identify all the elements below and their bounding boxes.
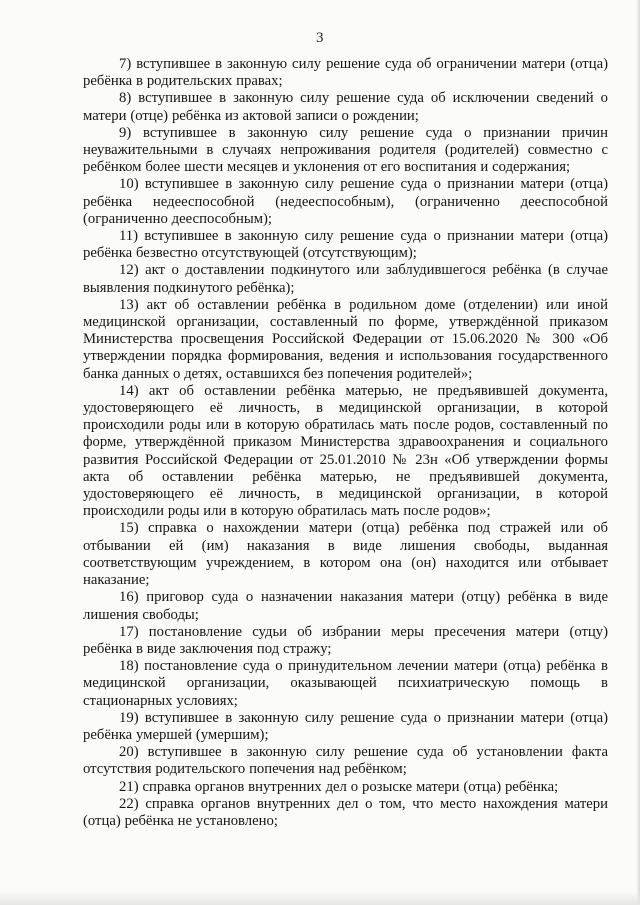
- list-item: 20) вступившее в законную силу решение суда об установлении факта отсутствия родительского попечения над ребёнком;: [83, 744, 608, 778]
- list-item: 17) постановление судьи об избрании меры пресечения матери (отцу) ребёнка в виде заключения под стражу;: [83, 623, 608, 657]
- list-item: 14) акт об оставлении ребёнка матерью, не предъявившей документа, удостоверяющего её личность, в медицинской организации, в которой происходили роды или в которую обратилась мать после родов, составленный по форме, утверждённой приказом Министерства здравоохранения и социального развития Российской Федерации от 25.01.2010 № 23н «Об утверждении формы акта об оставлении ребёнка матерью, не предъявившей документа, удостоверяющего её личность, в медицинской организации, в которой происходили роды или в которую обратилась мать после родов»;: [83, 382, 608, 520]
- list-item: 8) вступившее в законную силу решение суда об исключении сведений о матери (отце) ребёнка из актовой записи о рождении;: [83, 90, 608, 124]
- page-number: 3: [316, 30, 324, 46]
- list-item: 12) акт о доставлении подкинутого или заблудившегося ребёнка (в случае выявления подкинутого ребёнка);: [83, 262, 608, 296]
- list-item: 16) приговор суда о назначении наказания матери (отцу) ребёнка в виде лишения свободы;: [83, 589, 608, 623]
- list-item: 10) вступившее в законную силу решение суда о признании матери (отца) ребёнка недееспособной (недееспособным), (ограниченно дееспособной (ограниченно дееспособным);: [83, 176, 608, 227]
- list-item: 21) справка органов внутренних дел о розыске матери (отца) ребёнка;: [119, 778, 559, 795]
- scan-edge-shadow: [636, 0, 640, 905]
- list-item: 15) справка о нахождении матери (отца) ребёнка под стражей или об отбывании ей (им) наказания в виде лишения свободы, выданная соответствующим учреждением, в котором она (он) находится или отбывает наказание;: [83, 520, 608, 589]
- list-item: 7) вступившее в законную силу решение суда об ограничении матери (отца) ребёнка в родительских правах;: [83, 56, 608, 90]
- list-item: 13) акт об оставлении ребёнка в родильном доме (отделении) или иной медицинской организации, составленный по форме, утверждённой приказом Министерства просвещения Российской Федерации от 15.06.2020 № 300 «Об утверждении порядка формирования, ведения и использования государственного банка данных о детях, оставшихся без попечения родителей»;: [83, 296, 608, 382]
- list-item: 9) вступившее в законную силу решение суда о признании причин неуважительными в случаях непроживания родителя (родителей) совместно с ребёнком более шести месяцев и уклонения от его воспитания и содержания;: [83, 124, 608, 176]
- scan-bottom-shadow: [0, 891, 640, 905]
- list-item: 18) постановление суда о принудительном лечении матери (отца) ребёнка в медицинской организации, оказывающей психиатрическую помощь в стационарных условиях;: [83, 658, 608, 709]
- list-item: 22) справка органов внутренних дел о том, что место нахождения матери (отца) ребёнка не установлено;: [83, 795, 608, 829]
- list-item: 11) вступившее в законную силу решение суда о признании матери (отца) ребёнка безвестно отсутствующей (отсутствующим);: [83, 228, 608, 262]
- list-item: 19) вступившее в законную силу решение суда о признании матери (отца) ребёнка умершей (умершим);: [83, 709, 608, 743]
- document-list: [83, 56, 608, 830]
